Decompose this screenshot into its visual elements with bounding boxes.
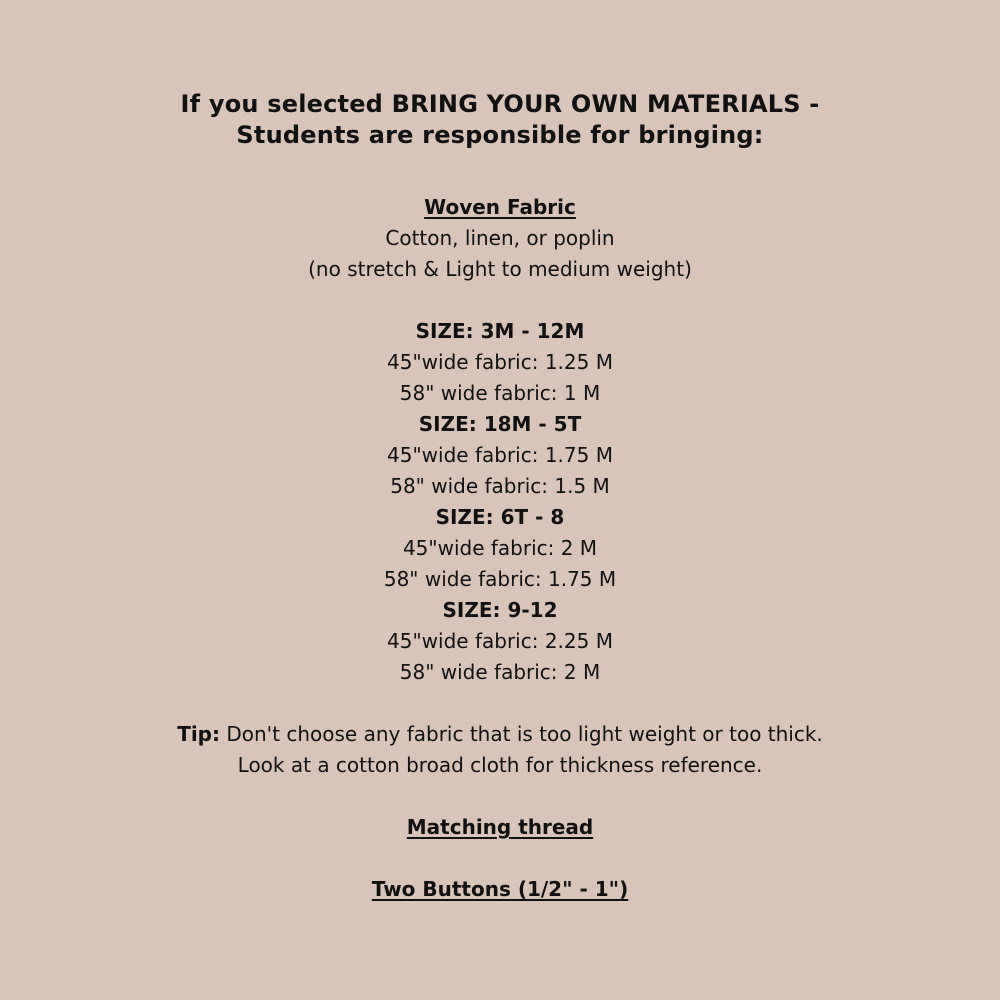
spacer bbox=[0, 843, 1000, 874]
size-58-wide: 58" wide fabric: 1 M bbox=[399, 381, 601, 405]
size-label: SIZE: 3M - 12M bbox=[415, 319, 585, 343]
spacer bbox=[0, 781, 1000, 812]
size-58-wide: 58" wide fabric: 1.5 M bbox=[390, 474, 610, 498]
tip-text: Don't choose any fabric that is too light weight or too thick. bbox=[220, 722, 823, 746]
tip-line-1 bbox=[0, 719, 1000, 750]
tip-line-2: Look at a cotton broad cloth for thickness reference. bbox=[237, 753, 763, 777]
tip-label: Tip: bbox=[177, 722, 220, 746]
size-58-wide: 58" wide fabric: 1.75 M bbox=[383, 567, 617, 591]
woven-fabric-title: Woven Fabric bbox=[424, 195, 576, 219]
size-label: SIZE: 9-12 bbox=[442, 598, 558, 622]
woven-fabric-types: Cotton, linen, or poplin bbox=[385, 226, 615, 250]
heading-line-2: Students are responsible for bringing: bbox=[236, 121, 764, 149]
page-heading bbox=[0, 86, 1000, 148]
two-buttons-title: Two Buttons (1/2" - 1") bbox=[371, 877, 629, 901]
size-45-wide: 45"wide fabric: 2 M bbox=[402, 536, 598, 560]
woven-fabric-note: (no stretch & Light to medium weight) bbox=[308, 257, 692, 281]
matching-thread-title: Matching thread bbox=[406, 815, 594, 839]
size-45-wide: 45"wide fabric: 1.25 M bbox=[387, 350, 613, 374]
materials-list bbox=[0, 192, 1000, 905]
size-45-wide: 45"wide fabric: 1.75 M bbox=[387, 443, 613, 467]
size-58-wide: 58" wide fabric: 2 M bbox=[399, 660, 601, 684]
size-45-wide: 45"wide fabric: 2.25 M bbox=[387, 629, 613, 653]
size-label: SIZE: 6T - 8 bbox=[435, 505, 565, 529]
heading-line-1: If you selected BRING YOUR OWN MATERIALS - bbox=[180, 90, 820, 118]
spacer bbox=[0, 285, 1000, 316]
spacer bbox=[0, 688, 1000, 719]
size-label: SIZE: 18M - 5T bbox=[418, 412, 582, 436]
